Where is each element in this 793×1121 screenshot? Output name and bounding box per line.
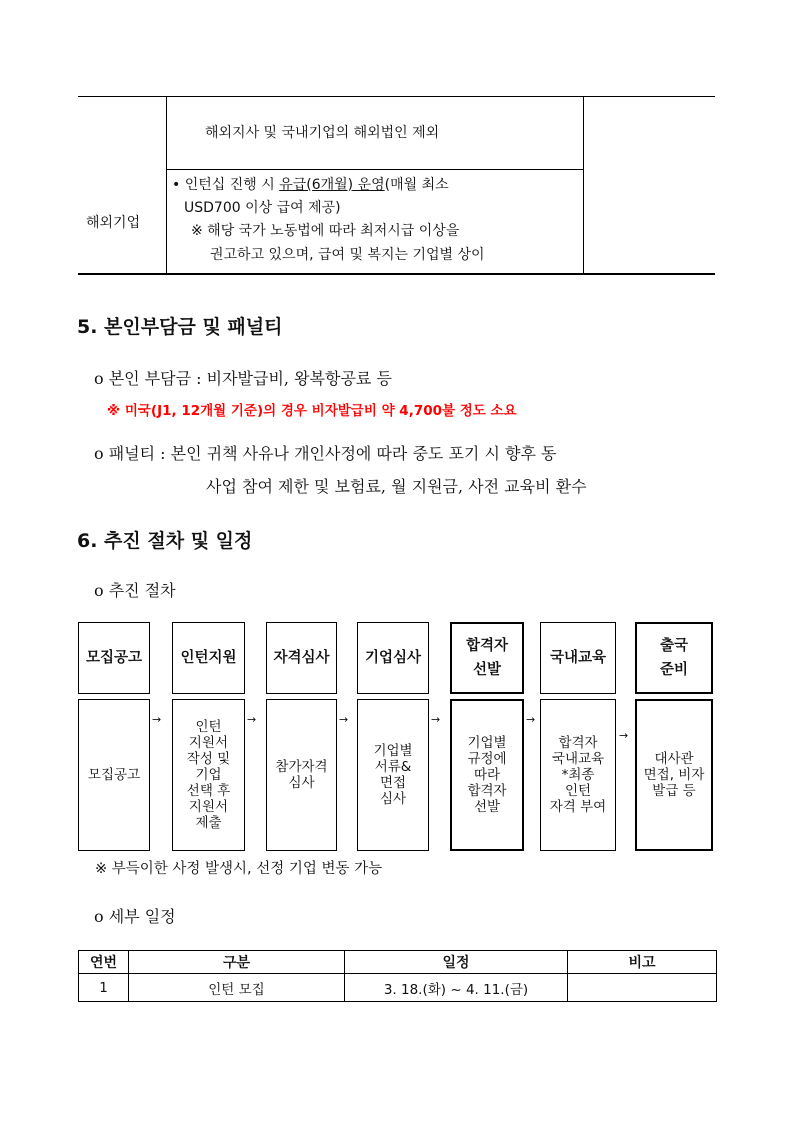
table-col-divider-1 <box>166 96 167 274</box>
cell-category: 인턴 모집 <box>129 974 345 1002</box>
step-head-6: 국내교육 <box>540 622 616 694</box>
line1-underline: 유급(6개월) 운영 <box>279 177 385 193</box>
cell-remarks <box>568 974 717 1002</box>
flow-arrow-2: → <box>247 713 257 726</box>
schedule-table <box>78 950 717 1002</box>
flow-arrow-3: → <box>339 713 349 726</box>
table-bottom-border <box>78 273 715 275</box>
penalty-item2-line2: 사업 참여 제한 및 보험료, 월 지원금, 사전 교육비 환수 <box>206 477 587 496</box>
cell-schedule: 3. 18.(화) ~ 4. 11.(금) <box>345 974 568 1002</box>
step-head-4: 기업심사 <box>357 622 429 694</box>
step-head-2: 인턴지원 <box>172 622 245 694</box>
header-no: 연번 <box>79 951 129 974</box>
header-schedule: 일정 <box>345 951 568 974</box>
table-col-divider-2 <box>583 96 584 274</box>
cell-no: 1 <box>79 974 129 1002</box>
line1-pre: 인턴십 진행 시 <box>184 177 280 193</box>
step-body-5: 기업별 규정에 따라 합격자 선발 <box>450 699 524 851</box>
step-head-3: 자격심사 <box>266 622 337 694</box>
row2-line4: 권고하고 있으며, 급여 및 복지는 기업별 상이 <box>210 247 485 263</box>
table-row-divider <box>166 169 583 170</box>
step-body-6: 합격자 국내교육 *최종 인턴 자격 부여 <box>540 699 616 851</box>
step-head-5: 합격자 선발 <box>450 622 524 694</box>
section5-title: 5. 본인부담금 및 패널티 <box>77 316 283 338</box>
flow-arrow-4: → <box>431 713 441 726</box>
bullet: • <box>172 177 181 193</box>
flow-note: ※ 부득이한 사정 발생시, 선정 기업 변동 가능 <box>95 861 383 877</box>
row2-line1 <box>172 174 449 196</box>
table-row <box>79 974 717 1002</box>
row1-text: 해외지사 및 국내기업의 해외법인 제외 <box>205 125 440 141</box>
flow-arrow-5: → <box>526 713 536 726</box>
schedule-subtitle: o 세부 일정 <box>94 907 176 926</box>
header-remarks: 비고 <box>568 951 717 974</box>
section6-title: 6. 추진 절차 및 일정 <box>77 530 253 552</box>
line1-post: (매월 최소 <box>384 177 449 193</box>
step-head-7: 출국 준비 <box>635 622 713 694</box>
step-head-1: 모집공고 <box>78 622 150 694</box>
flow-arrow-1: → <box>152 713 162 726</box>
step-body-3: 참가자격 심사 <box>266 699 337 851</box>
step-body-1: 모집공고 <box>78 699 150 851</box>
overseas-company-table <box>78 96 715 274</box>
step-body-7: 대사관 면접, 비자 발급 등 <box>635 699 713 851</box>
table-top-border <box>78 96 715 97</box>
procedure-subtitle: o 추진 절차 <box>94 581 176 600</box>
row2-line3: ※ 해당 국가 노동법에 따라 최저시급 이상을 <box>191 223 460 239</box>
row2-line2: USD700 이상 급여 제공) <box>184 200 341 216</box>
header-category: 구분 <box>129 951 345 974</box>
step-body-4: 기업별 서류& 면접 심사 <box>357 699 429 851</box>
visa-cost-note: ※ 미국(J1, 12개월 기준)의 경우 비자발급비 약 4,700불 정도 소요 <box>107 403 517 419</box>
flow-arrow-6: → <box>619 729 629 742</box>
penalty-item2-line1: o 패널티 : 본인 귀책 사유나 개인사정에 따라 중도 포기 시 향후 동 <box>94 444 557 463</box>
row2-label: 해외기업 <box>86 215 141 231</box>
penalty-item1: o 본인 부담금 : 비자발급비, 왕복항공료 등 <box>94 369 392 388</box>
table-header-row <box>79 951 717 974</box>
step-body-2: 인턴 지원서 작성 및 기업 선택 후 지원서 제출 <box>172 699 245 851</box>
